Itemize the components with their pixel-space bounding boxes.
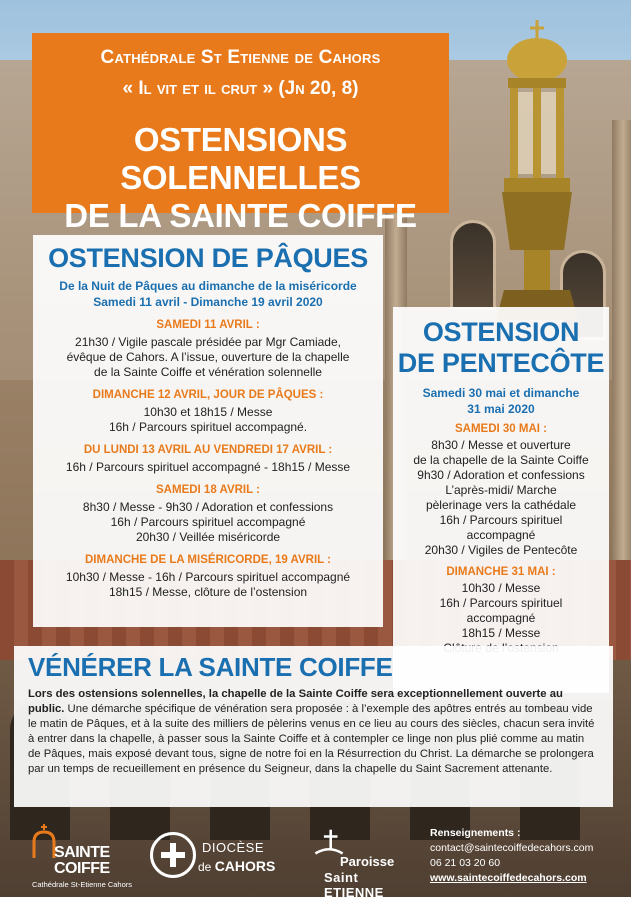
- day-schedule: [33, 460, 383, 475]
- pentecote-title: [393, 317, 609, 379]
- day-schedule: [33, 405, 383, 435]
- day-schedule: [33, 335, 383, 380]
- venerer-panel: [14, 646, 613, 807]
- day-schedule: [393, 581, 609, 656]
- contact-heading: Renseignements :: [430, 827, 521, 839]
- paques-subtitle-line1: De la Nuit de Pâques au dimanche de la miséricorde: [59, 279, 357, 293]
- diocese-logo: [150, 832, 280, 887]
- header-banner: [32, 33, 449, 234]
- contact-info: [430, 826, 630, 886]
- day-heading: DIMANCHE 12 AVRIL, JOUR DE PÂQUES :: [92, 389, 324, 401]
- schedule-line: 8h30 / Messe - 9h30 / Adoration et confessions: [82, 500, 334, 514]
- main-title: [32, 121, 449, 235]
- schedule-line: accompagné: [466, 528, 536, 542]
- schedule-line: accompagné: [466, 611, 536, 625]
- dome-icon: [32, 824, 56, 860]
- day-schedule: [33, 500, 383, 545]
- diocese-label: DIOCÈSE: [202, 840, 265, 855]
- venerer-title: VÉNÉRER LA SAINTE COIFFE: [28, 652, 393, 682]
- schedule-line: de la chapelle de la Sainte Coiffe: [413, 453, 589, 467]
- pentecote-panel: [393, 307, 609, 693]
- day-schedule: [33, 570, 383, 600]
- schedule-line: 16h / Parcours spirituel: [439, 596, 563, 610]
- logo1-name-line2: COIFFE: [54, 860, 110, 877]
- schedule-line: évêque de Cahors. A l’issue, ouverture de la chapelle: [66, 350, 350, 364]
- schedule-line: 10h30 / Messe - 16h / Parcours spirituel accompagné: [65, 570, 351, 584]
- scripture-quote: « Il vit et il crut » (Jn 20, 8): [122, 78, 359, 99]
- schedule-line: 18h15 / Messe, clôture de l’ostension: [108, 585, 308, 599]
- paques-panel: [33, 235, 383, 627]
- venerer-lead: Lors des ostensions solennelles, la chapelle de la Sainte Coiffe sera exceptionnellement ouverte au public.: [28, 688, 563, 715]
- day-heading: DU LUNDI 13 AVRIL AU VENDREDI 17 AVRIL :: [83, 444, 333, 456]
- schedule-line: de la Sainte Coiffe et vénération solennelle: [94, 365, 322, 379]
- paques-subtitle-line2: Samedi 11 avril - Dimanche 19 avril 2020: [93, 295, 323, 309]
- schedule-line: 10h30 et 18h15 / Messe: [143, 405, 273, 419]
- contact-phone: 06 21 03 20 60: [430, 857, 501, 869]
- logo1-name-line1: SAINTE: [54, 844, 110, 861]
- schedule-line: 10h30 / Messe: [461, 581, 541, 595]
- diocese-city-name: CAHORS: [214, 858, 276, 874]
- schedule-line: L’après-midi/ Marche: [445, 483, 557, 497]
- paroisse-label: Paroisse: [340, 854, 395, 869]
- sainte-coiffe-logo: [22, 822, 133, 894]
- schedule-line: 21h30 / Vigile pascale présidée par Mgr Camiade,: [75, 335, 341, 349]
- website-link[interactable]: www.saintecoiffedecahors.com: [430, 872, 587, 884]
- cross-icon: [153, 835, 193, 875]
- diocese-de: de: [198, 860, 215, 874]
- diocese-emblem-icon: [150, 832, 196, 878]
- cathedral-name: Cathédrale St Etienne de Cahors: [100, 47, 381, 68]
- schedule-line: 16h / Parcours spirituel accompagné - 18h15 / Messe: [65, 460, 351, 474]
- pentecote-title-line2: DE PENTECÔTE: [397, 348, 605, 378]
- day-heading: SAMEDI 18 AVRIL :: [156, 484, 260, 496]
- reliquary-illustration: [494, 20, 580, 340]
- diocese-city: [198, 858, 275, 874]
- main-title-line1: OSTENSIONS SOLENNELLES: [120, 121, 361, 196]
- schedule-line: 16h / Parcours spirituel accompagné: [110, 515, 306, 529]
- window: [450, 220, 496, 310]
- schedule-line: 8h30 / Messe et ouverture: [431, 438, 571, 452]
- pentecote-subtitle-line2: 31 mai 2020: [467, 402, 535, 416]
- day-heading: DIMANCHE 31 MAI :: [446, 566, 556, 578]
- paroisse-logo: [306, 828, 416, 897]
- schedule-line: 18h15 / Messe: [461, 626, 541, 640]
- footer: [0, 810, 631, 897]
- schedule-line: 16h / Parcours spirituel accompagné.: [108, 420, 308, 434]
- pentecote-subtitle-line1: Samedi 30 mai et dimanche: [422, 386, 580, 400]
- paques-subtitle: [33, 278, 383, 310]
- main-title-line2: DE LA SAINTE COIFFE: [64, 197, 417, 234]
- paroisse-name: Saint ETIENNE: [324, 870, 384, 897]
- venerer-text: [14, 683, 613, 777]
- schedule-line: 20h30 / Veillée miséricorde: [135, 530, 281, 544]
- schedule-line: 16h / Parcours spirituel: [439, 513, 563, 527]
- day-schedule: [393, 438, 609, 558]
- schedule-line: 20h30 / Vigiles de Pentecôte: [424, 543, 578, 557]
- schedule-line: pèlerinage vers la cathédale: [425, 498, 577, 512]
- day-heading: DIMANCHE DE LA MISÉRICORDE, 19 AVRIL :: [85, 554, 331, 566]
- day-heading: SAMEDI 11 AVRIL :: [156, 319, 260, 331]
- venerer-body: Une démarche spécifique de vénération sera proposée : à l’exemple des apôtres entrés au tombeau vide le matin de Pâques, et à la suite des milliers de pèlerins venus en ce lieu au cours des siècles, chacun sera invité à entrer dans la chapelle, à passer sous la Sainte Coiffe et à contempler ce linge non plus plié comme au matin de Pâques, mais exposé devant tous, signe de notre foi en la Résurrection du Christ. La démarche se prolongera par un temps de recueillement en présence du Seigneur, dans la chapelle du Saint Sacrement attenante.: [28, 703, 595, 775]
- paques-title: OSTENSION DE PÂQUES: [48, 243, 368, 273]
- logo1-caption: Cathédrale St-Etienne Cahors: [31, 880, 133, 889]
- schedule-line: 9h30 / Adoration et confessions: [417, 468, 585, 482]
- day-heading: SAMEDI 30 MAI :: [454, 423, 547, 435]
- pentecote-title-line1: OSTENSION: [422, 317, 580, 347]
- contact-email[interactable]: contact@saintecoiffedecahors.com: [430, 842, 594, 854]
- pentecote-subtitle: [393, 385, 609, 417]
